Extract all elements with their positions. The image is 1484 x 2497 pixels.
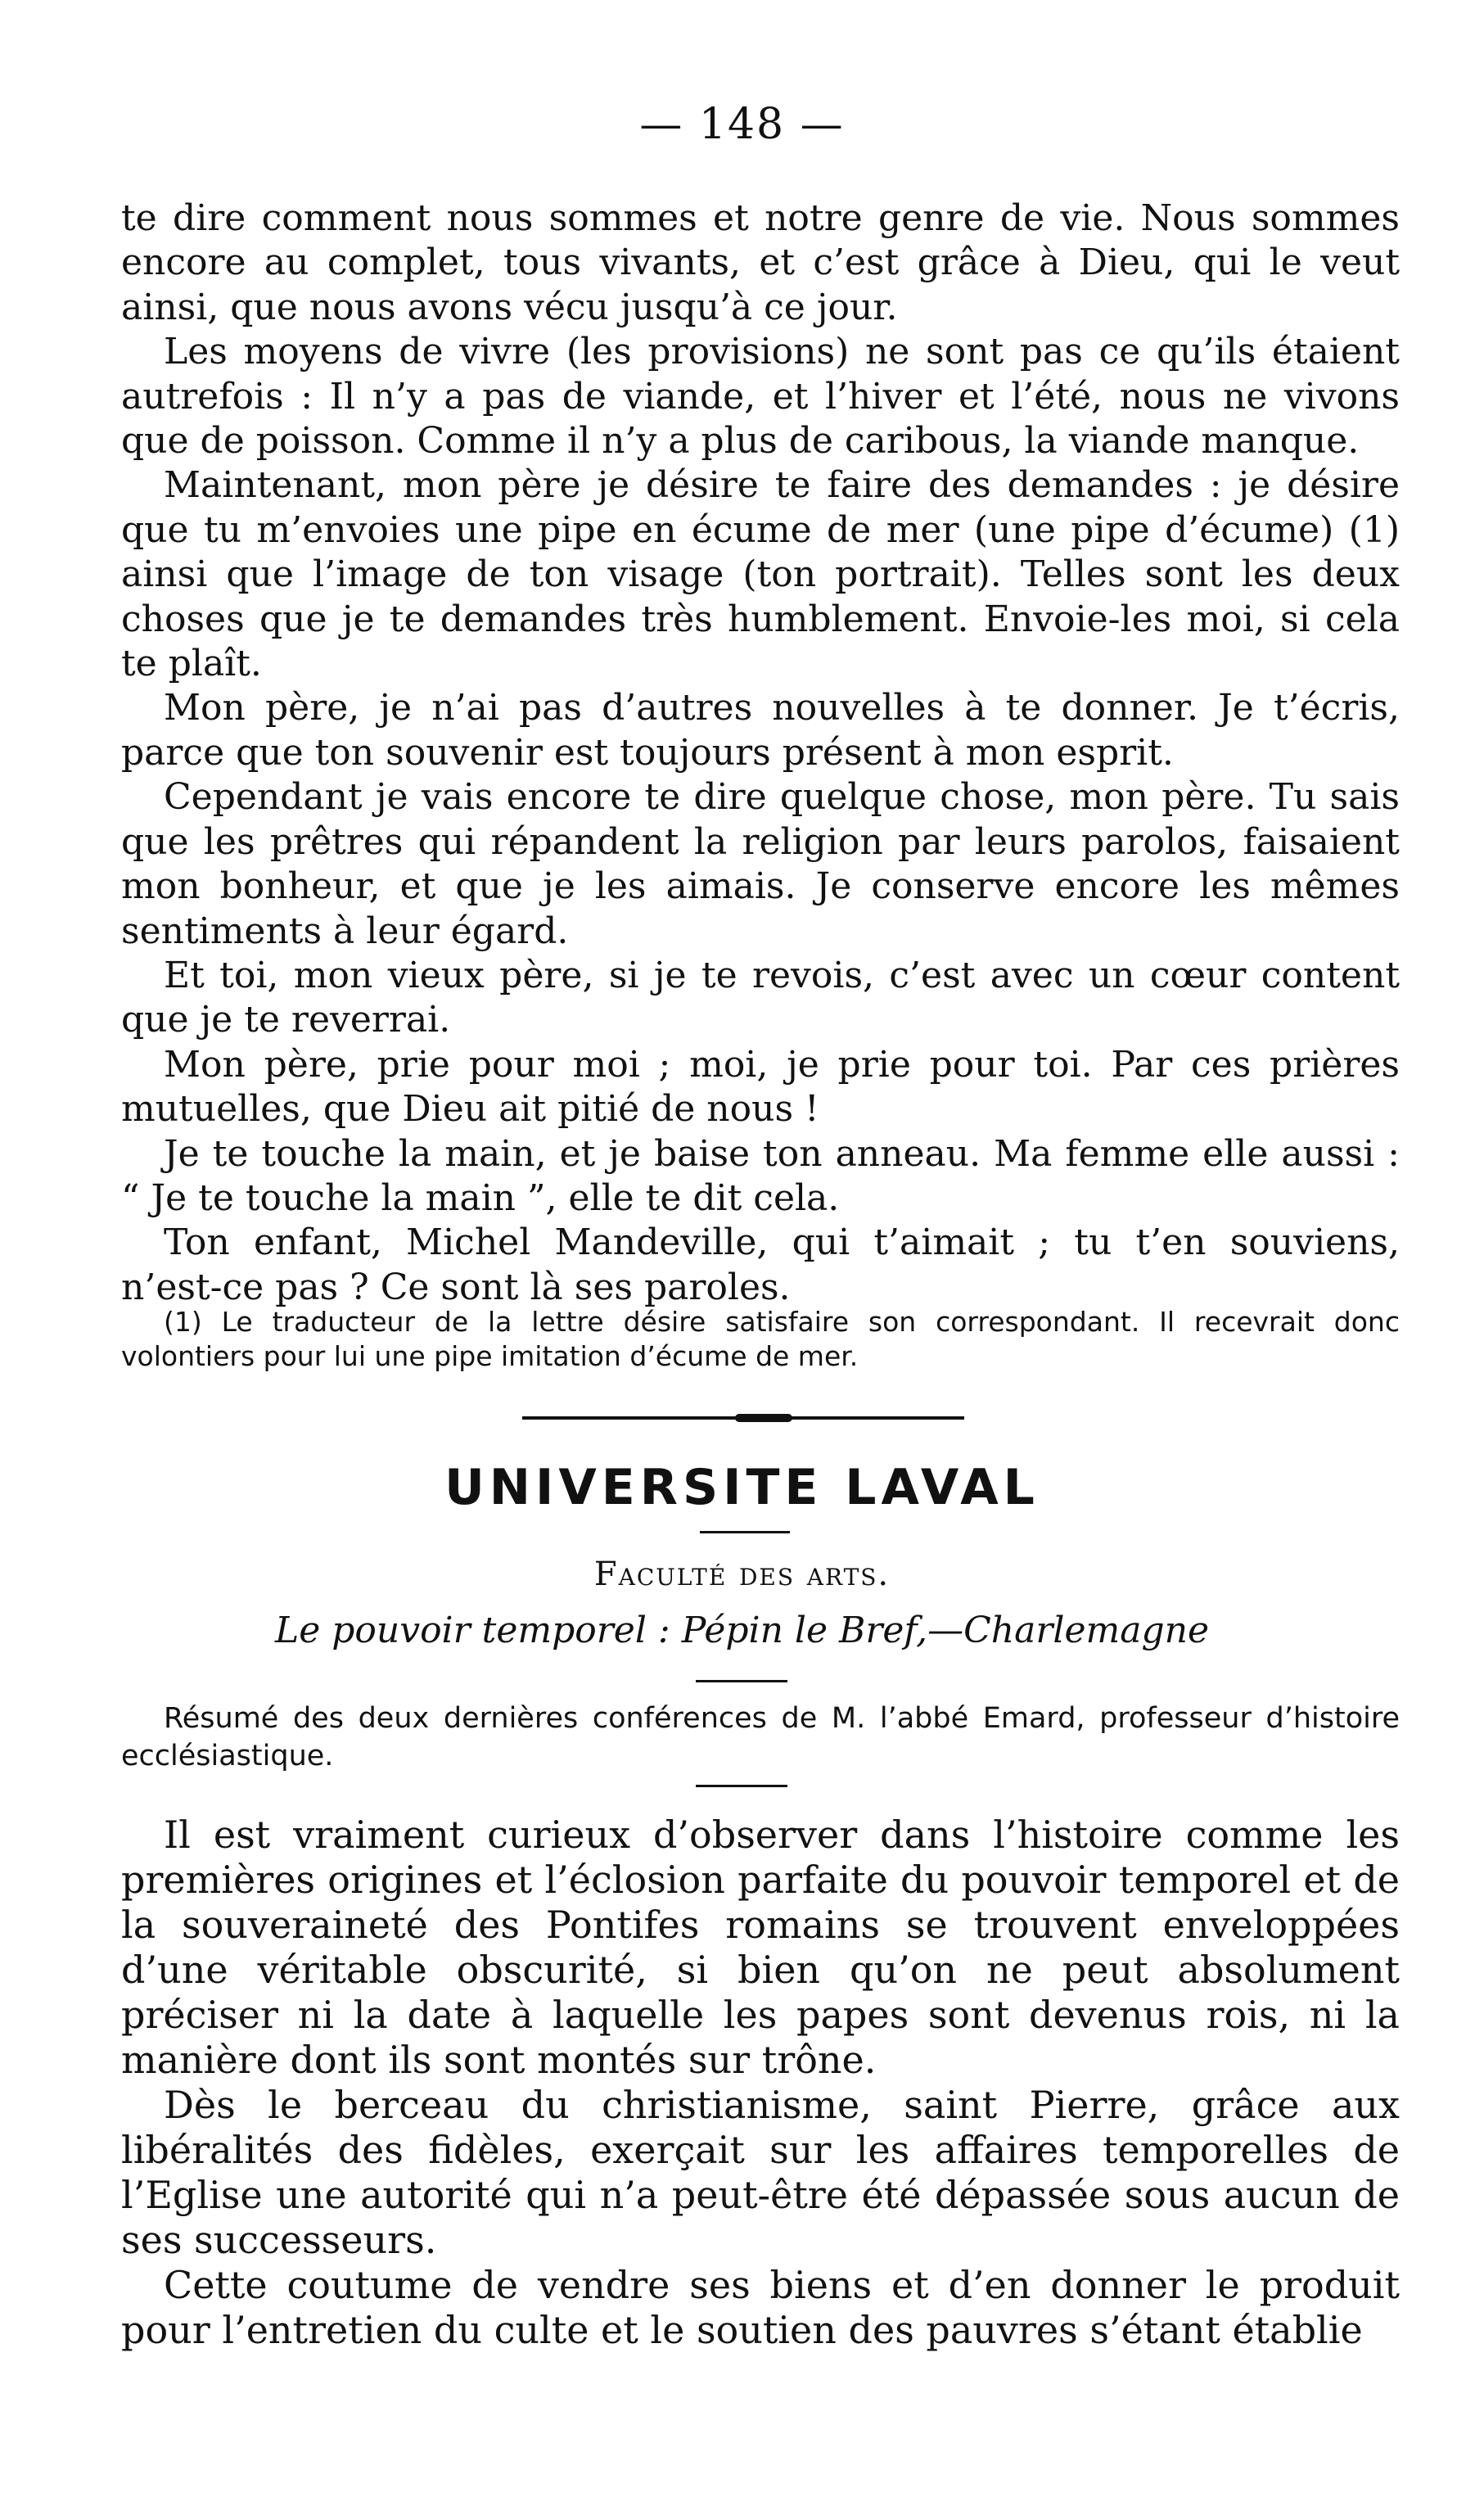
summary xyxy=(121,1700,1400,1775)
letter-paragraph: te dire comment nous sommes et notre genre de vie. Nous sommes encore au complet, tous vivants, et c’est grâce à Dieu, qui le veut ainsi, que nous avons vécu jusqu’à ce jour. xyxy=(121,197,1400,328)
body-paragraph: Cette coutume de vendre ses biens et d’en donner le produit pour l’entretien du culte et le soutien des pauvres s’étant établie xyxy=(121,2263,1400,2352)
lecture-subtitle: Le pouvoir temporel : Pépin le Bref,—Charlemagne xyxy=(274,1610,1210,1651)
letter-paragraph: Je te touche la main, et je baise ton anneau. Ma femme elle aussi : “ Je te touche la main ”, elle te dit cela. xyxy=(121,1132,1400,1219)
letter-paragraph: Et toi, mon vieux père, si je te revois, c’est avec un cœur content que je te reverrai. xyxy=(121,954,1400,1041)
letter-paragraph: Maintenant, mon père je désire te faire des demandes : je désire que tu m’envoies une pipe en écume de mer (une pipe d’écume) (1) ainsi que l’image de ton visage (ton portrait). Telles sont les deux choses que je te demandes très humblement. Envoie-les moi, si cela te plaît. xyxy=(121,464,1400,685)
summary-text: Résumé des deux dernières conférences de M. l’abbé Emard, professeur d’histoire ecclésiastique. xyxy=(121,1702,1400,1772)
footnote xyxy=(121,1305,1400,1374)
section-title: UNIVERSITE LAVAL xyxy=(444,1459,1040,1516)
letter-paragraph: Ton enfant, Michel Mandeville, qui t’aimait ; tu t’en souviens, n’est-ce pas ? Ce sont là ses paroles. xyxy=(121,1221,1400,1308)
page-number: — 148 — xyxy=(639,100,845,149)
title-rule xyxy=(700,1531,790,1533)
summary-rule xyxy=(696,1785,787,1787)
footnote-text: (1) Le traducteur de la lettre désire satisfaire son correspondant. Il recevrait donc volontiers pour lui une pipe imitation d’écume de mer. xyxy=(121,1306,1400,1372)
body-paragraph: Il est vraiment curieux d’observer dans l’histoire comme les premières origines et l’éclosion parfaite du pouvoir temporel et de la souveraineté des Pontifes romains se trouvent enveloppées d’une véritable obscurité, si bien qu’on ne peut absolument préciser ni la date à laquelle les papes sont devenus rois, ni la manière dont ils sont montés sur trône. xyxy=(121,1813,1400,2082)
article-body xyxy=(121,1813,1400,2353)
letter-paragraph: Les moyens de vivre (les provisions) ne sont pas ce qu’ils étaient autrefois : Il n’y a pas de viande, et l’hiver et l’été, nous ne vivons que de poisson. Comme il n’y a plus de caribous, la viande manque. xyxy=(121,331,1400,463)
subtitle-rule xyxy=(696,1680,787,1682)
letter-paragraph: Mon père, prie pour moi ; moi, je prie pour toi. Par ces prières mutuelles, que Dieu ait pitié de nous ! xyxy=(121,1043,1400,1131)
section-divider xyxy=(522,1416,964,1420)
letter-paragraph: Mon père, je n’ai pas d’autres nouvelles à te donner. Je t’écris, parce que ton souvenir est toujours présent à mon esprit. xyxy=(121,687,1400,774)
letter-text xyxy=(121,196,1400,1310)
faculty-heading: Faculté des arts. xyxy=(593,1556,891,1593)
body-paragraph: Dès le berceau du christianisme, saint Pierre, grâce aux libéralités des fidèles, exerçait sur les affaires temporelles de l’Eglise une autorité qui n’a peut-être été dépassée sous aucun de ses successeurs. xyxy=(121,2083,1400,2262)
letter-paragraph: Cependant je vais encore te dire quelque chose, mon père. Tu sais que les prêtres qui répandent la religion par leurs parolos, faisaient mon bonheur, et que je les aimais. Je conserve encore les mêmes sentiments à leur égard. xyxy=(121,776,1400,952)
